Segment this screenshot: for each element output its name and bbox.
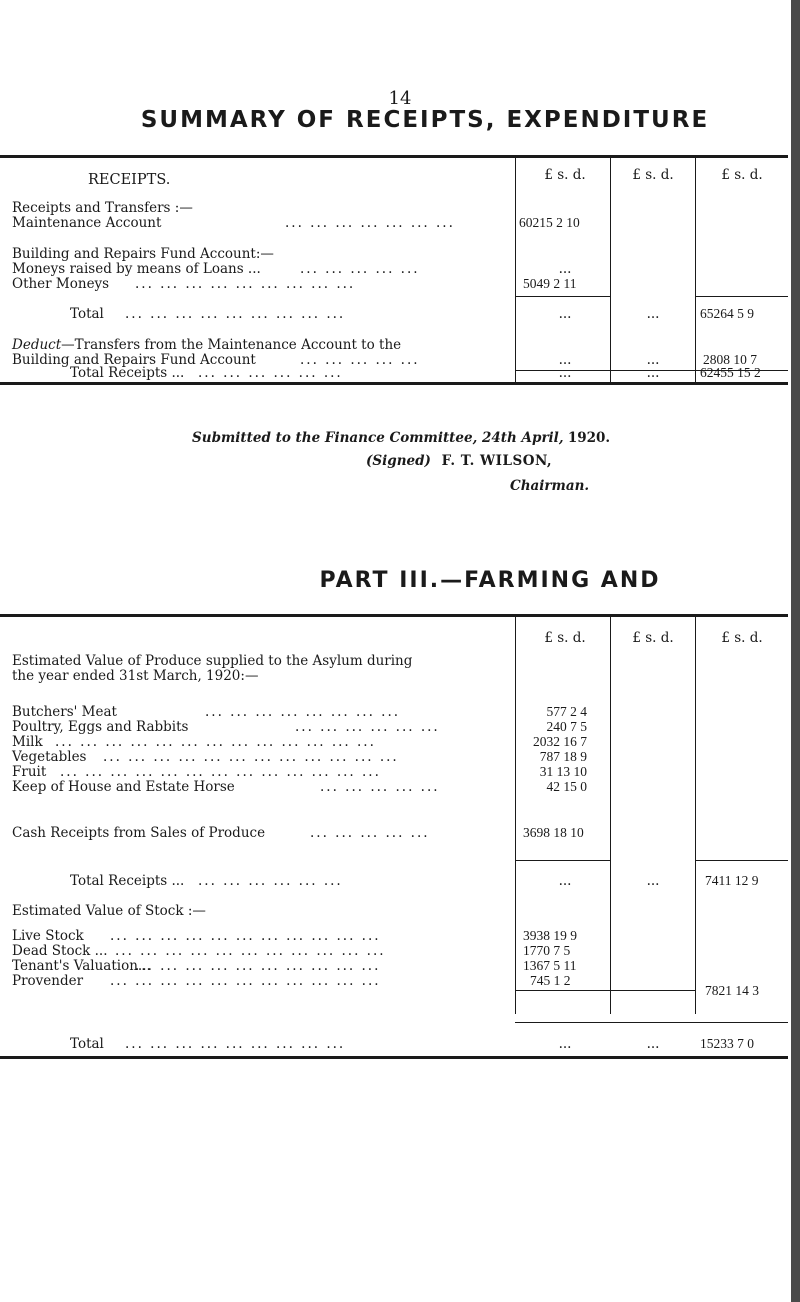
farming-total-receipts-value: 7411 12 9 [705, 873, 759, 888]
farming-col-divider [515, 617, 516, 1014]
ellipsis: ... [558, 365, 572, 381]
leader-dots: ... ... ... ... ... ... ... ... ... ... ... ... ... [55, 734, 376, 750]
stock-total-value: 7821 14 3 [705, 983, 759, 998]
stock-value: 745 1 2 [530, 973, 571, 988]
page-edge-shadow [791, 0, 800, 1302]
farming-top-rule [0, 614, 788, 617]
estimated-heading-2: the year ended 31st March, 1920:— [12, 668, 259, 684]
farming-col1-header: £ s. d. [544, 630, 586, 646]
produce-label: Keep of House and Estate Horse [12, 779, 235, 795]
rule [610, 1022, 695, 1023]
summary-bottom-rule [0, 382, 788, 385]
ellipsis: ... [646, 306, 660, 322]
total-receipts-value: 62455 15 2 [700, 365, 761, 380]
farming-col-divider [695, 617, 696, 1014]
leader-dots: ... ... ... ... ... ... ... ... ... ... ... [110, 928, 381, 944]
leader-dots: ... ... ... ... ... ... [198, 873, 343, 889]
stock-label: Live Stock [12, 928, 84, 944]
summary-total-value: 65264 5 9 [700, 306, 754, 321]
deduct-value: 2808 10 7 [703, 352, 757, 367]
farming-bottom-rule [0, 1056, 788, 1059]
leader-dots: ... ... ... ... ... ... ... ... ... ... ... [110, 973, 381, 989]
stock-value: 3938 19 9 [523, 928, 577, 943]
farming-title: PART III.—FARMING AND [319, 568, 661, 593]
leader-dots: ... ... ... ... ... ... [295, 719, 440, 735]
leader-dots: ... ... ... ... ... ... ... ... ... [125, 1036, 346, 1052]
summary-col-divider [515, 158, 516, 383]
deduct-line-1 [12, 337, 401, 353]
ellipsis: ... [558, 1036, 572, 1052]
ellipsis: ... [558, 306, 572, 322]
leader-dots: ... ... ... ... ... ... ... ... ... ... [135, 958, 381, 974]
estimated-heading-1: Estimated Value of Produce supplied to the Asylum during [12, 653, 413, 669]
summary-col3-header: £ s. d. [721, 167, 763, 183]
submitted-year: 1920. [567, 430, 611, 446]
leader-dots: ... ... ... ... ... ... ... ... ... ... ... ... [103, 749, 399, 765]
leader-dots: ... ... ... ... ... ... ... ... ... [125, 306, 346, 322]
other-moneys-label: Other Moneys [12, 276, 110, 292]
produce-label: Milk [12, 734, 43, 750]
stock-label: Tenant's Valuation... [12, 958, 151, 974]
stock-label: Provender [12, 973, 84, 989]
leader-dots: ... ... ... ... ... [300, 352, 420, 368]
receipts-heading: Receipts and Transfers :— [12, 200, 193, 216]
summary-title: SUMMARY OF RECEIPTS, EXPENDITURE [140, 107, 710, 133]
leader-dots: ... ... ... ... ... [320, 779, 440, 795]
leader-dots: ... ... ... ... ... ... [198, 365, 343, 381]
produce-value: 31 13 10 [539, 764, 587, 779]
produce-label: Vegetables [12, 749, 87, 765]
summary-col2-header: £ s. d. [632, 167, 674, 183]
stock-label: Dead Stock ... [12, 943, 108, 959]
cash-receipts-value: 3698 18 10 [523, 825, 584, 840]
farming-col3-header: £ s. d. [721, 630, 763, 646]
rule [610, 990, 695, 991]
leader-dots: ... ... ... ... ... [310, 825, 430, 841]
signer-role: Chairman. [510, 478, 590, 494]
rule [515, 990, 610, 991]
leader-dots: ... ... ... ... ... ... ... ... ... ... ... ... ... [60, 764, 381, 780]
farming-total-value: 15233 7 0 [700, 1036, 754, 1051]
leader-dots: ... ... ... ... ... ... ... ... ... ... ... [115, 943, 386, 959]
ellipsis: ... [558, 873, 572, 889]
other-moneys-value: 5049 2 11 [523, 276, 577, 291]
cash-receipts-label: Cash Receipts from Sales of Produce [12, 825, 266, 841]
submitted-text: Submitted to the Finance Committee, 24th April, [192, 430, 564, 446]
farming-col-divider [610, 617, 611, 1014]
stock-value: 1367 5 11 [523, 958, 577, 973]
loans-value: ... [558, 261, 572, 277]
summary-top-rule [0, 155, 788, 158]
summary-col1-header: £ s. d. [544, 167, 586, 183]
summary-receipts-header: RECEIPTS. [88, 172, 171, 188]
submitted-line [192, 430, 610, 446]
signer-name: F. T. WILSON, [441, 453, 553, 469]
building-heading: Building and Repairs Fund Account:— [12, 246, 274, 262]
leader-dots: ... ... ... ... ... ... ... ... [205, 704, 401, 720]
ellipsis: ... [558, 352, 572, 368]
page-number: 14 [388, 88, 412, 109]
deduct-text: —Transfers from the Maintenance Account to the [61, 337, 402, 353]
rule [515, 296, 610, 297]
stock-heading: Estimated Value of Stock :— [12, 903, 206, 919]
ellipsis: ... [646, 352, 660, 368]
ellipsis: ... [646, 873, 660, 889]
deduct-line-2: Building and Repairs Fund Account [12, 352, 256, 368]
summary-col-divider [610, 158, 611, 383]
summary-total-label: Total [70, 306, 104, 322]
ellipsis: ... [646, 1036, 660, 1052]
leader-dots: ... ... ... ... ... ... ... [285, 215, 455, 231]
stock-value: 1770 7 5 [523, 943, 571, 958]
leader-dots: ... ... ... ... ... ... ... ... ... [135, 276, 356, 292]
maintenance-value: 60215 2 10 [519, 215, 580, 230]
rule [695, 860, 788, 861]
rule [515, 1022, 610, 1023]
deduct-italic: Deduct [12, 337, 62, 353]
leader-dots: ... ... ... ... ... [300, 261, 420, 277]
rule [695, 296, 788, 297]
produce-value: 240 7 5 [546, 719, 587, 734]
maintenance-label: Maintenance Account [12, 215, 162, 231]
farming-total-label: Total [70, 1036, 104, 1052]
produce-value: 787 18 9 [539, 749, 587, 764]
rule [515, 860, 610, 861]
produce-value: 2032 16 7 [533, 734, 587, 749]
produce-value: 577 2 4 [546, 704, 587, 719]
total-receipts-label: Total Receipts ... [70, 365, 185, 381]
signed-italic: (Signed) [366, 453, 431, 469]
produce-label: Poultry, Eggs and Rabbits [12, 719, 189, 735]
summary-col-divider [695, 158, 696, 383]
farming-col2-header: £ s. d. [632, 630, 674, 646]
ellipsis: ... [646, 365, 660, 381]
produce-label: Butchers' Meat [12, 704, 117, 720]
produce-label: Fruit [12, 764, 47, 780]
loans-label: Moneys raised by means of Loans ... [12, 261, 261, 277]
farming-total-receipts-label: Total Receipts ... [70, 873, 185, 889]
produce-value: 42 15 0 [546, 779, 587, 794]
signed-line [366, 453, 552, 469]
rule [695, 1022, 788, 1023]
